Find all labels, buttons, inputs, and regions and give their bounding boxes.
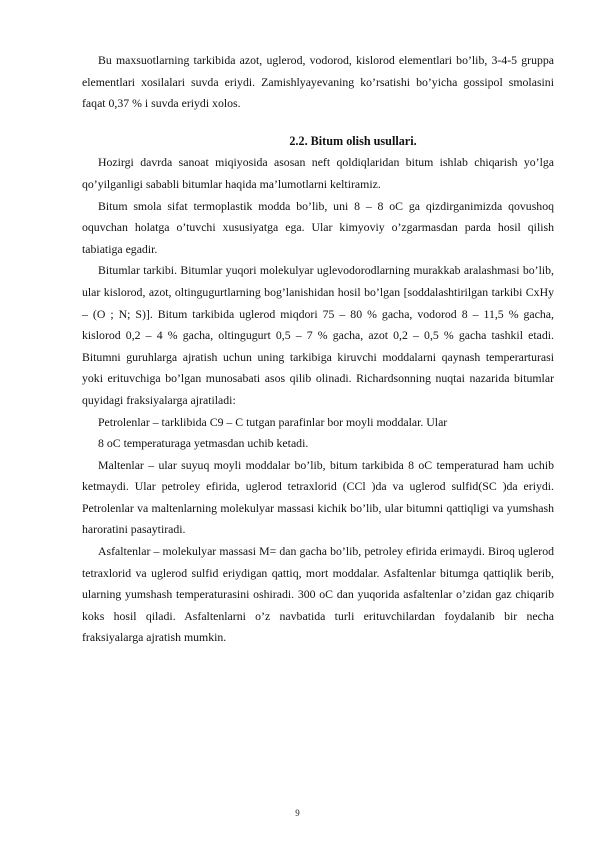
paragraph-7: Asfaltenlar – molekulyar massasi M= dan gacha bo’lib, petroley efirida erimaydi. Biroq uglerod tetraxlorid va uglerod sulfid eriydigan qattiq, mort moddalar. Asfaltenlar bitumga qattiqlik berib, ularning yumshash temperaturasini oshiradi. 300 oC dan yuqorida asfaltenlar o’zidan gaz chiqarib koks hosil qiladi. Asfaltenlarni o’z navbatida turli erituvchilardan foydalanib bir necha fraksiyalarga ajratish mumkin.	[82, 544, 554, 645]
document-page	[82, 50, 554, 649]
paragraph-intro: Bu maxsuotlarning tarkibida azot, uglerod, vodorod, kislorod elementlari bo’lib, 3-4-5 gruppa elementlari xosilalari suvda eriydi. Zamishlyayevaning ko’rsatishi bo’yicha gossipol smolasini faqat 0,37 % i suvda eriydi xolos.	[82, 53, 554, 111]
paragraph-3: Bitumlar tarkibi. Bitumlar yuqori molekulyar uglevodorodlarning murakkab aralashmasi bo’lib, ular kislorod, azot, oltingugurtlarning bog’lanishidan hosil bo’lgan [soddalashtirilgan tarkibi CxHy – (O ; N; S)]. Bitum tarkibida uglerod miqdori 75 – 80 % gacha, vodorod 8 – 11,5 % gacha, kislorod 0,2 – 4 % gacha, oltingugurt 0,5 – 7 % gacha, azot 0,2 – 0,5 % gacha tashkil etadi. Bitumni guruhlarga ajratish uchun uning tarkibiga kiruvchi moddalarni qaynash temperarturasi yoki erituvchiga bo’lgan munosabati asos qilib olinadi. Richardsonning nuqtai nazarida bitumlar quyidagi fraksiyalarga ajratiladi:	[82, 263, 554, 407]
page-number: 9	[295, 808, 300, 818]
paragraph-6: Maltenlar – ular suyuq moyli moddalar bo’lib, bitum tarkibida 8 oC temperaturad ham uchib ketmaydi. Ular petroley efirida, uglerod tetraxlorid (CCl )da va uglerod sulfid(SC )da eriydi. Petrolenlar va maltenlarning molekulyar massasi kichik bo’lib, ular bitumni qattiqligi va yumshash haroratini pasaytiradi.	[82, 457, 554, 537]
section-title: 2.2. Bitum olish usullari.	[289, 133, 417, 148]
paragraph-1: Hozirgi davrda sanoat miqiyosida asosan neft qoldiqlaridan bitum ishlab chiqarish yo’lga qo’yilganligi sababli bitumlar haqida ma’lumotlarni keltiramiz.	[82, 155, 554, 191]
paragraph-5: 8 oC temperaturaga yetmasdan uchib ketadi.	[98, 436, 309, 451]
paragraph-4: Petrolenlar – tarklibida C9 – C tutgan parafinlar bor moyli moddalar. Ular	[98, 414, 448, 429]
paragraph-2: Bitum smola sifat termoplastik modda bo’lib, uni 8 – 8 oC ga qizdirganimizda qovushoq oquvchan holatga o’tuvchi xususiyatga ega. Ular kimyoviy o’zgarmasdan parda hosil qilish tabiatiga egadir.	[82, 198, 554, 256]
